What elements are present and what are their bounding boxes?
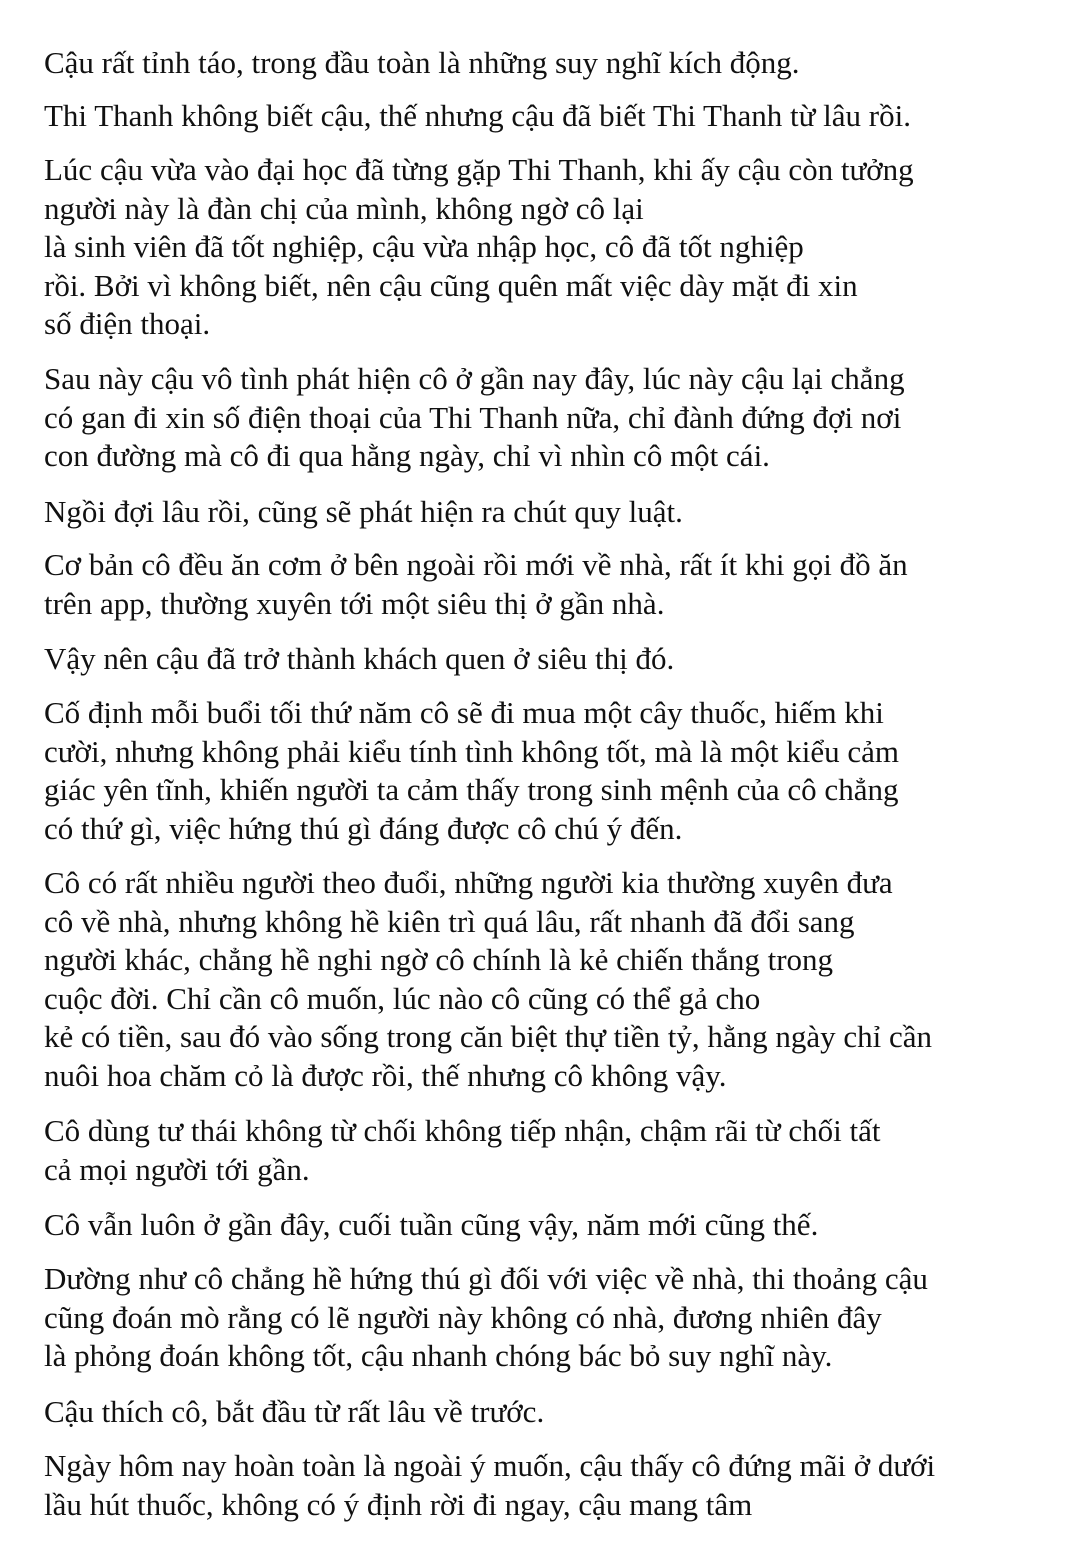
text-line: có thứ gì, việc hứng thú gì đáng được cô chú ý đến. — [44, 810, 683, 846]
text-line: Cậu thích cô, bắt đầu từ rất lâu về trước. — [44, 1394, 545, 1429]
paragraph-5 — [44, 493, 683, 532]
text-line: cô về nhà, nhưng không hề kiên trì quá lâu, rất nhanh đã đổi sang — [44, 903, 855, 939]
text-line: Cậu rất tỉnh táo, trong đầu toàn là những suy nghĩ kích động. — [44, 45, 800, 80]
paragraph-7 — [44, 640, 674, 679]
paragraph-13 — [44, 1393, 544, 1432]
text-line: trên app, thường xuyên tới một siêu thị ở gần nhà. — [44, 585, 665, 621]
text-line: Cơ bản cô đều ăn cơm ở bên ngoài rồi mới về nhà, rất ít khi gọi đồ ăn — [44, 547, 908, 582]
text-line: Lúc cậu vừa vào đại học đã từng gặp Thi Thanh, khi ấy cậu còn tưởng — [44, 152, 914, 187]
paragraph-11 — [44, 1206, 818, 1245]
text-line: là phỏng đoán không tốt, cậu nhanh chóng bác bỏ suy nghĩ này. — [44, 1338, 833, 1373]
text-line: cười, nhưng không phải kiểu tính tình không tốt, mà là một kiểu cảm — [44, 733, 900, 769]
text-line: cả mọi người tới gần. — [44, 1151, 310, 1187]
text-line: rồi. Bởi vì không biết, nên cậu cũng quên mất việc dày mặt đi xin — [44, 267, 858, 303]
text-line: Ngày hôm nay hoàn toàn là ngoài ý muốn, cậu thấy cô đứng mãi ở dưới — [44, 1448, 936, 1483]
text-line: Ngồi đợi lâu rồi, cũng sẽ phát hiện ra chút quy luật. — [44, 494, 683, 529]
text-line: giác yên tĩnh, khiến người ta cảm thấy trong sinh mệnh của cô chẳng — [44, 772, 899, 807]
text-line: cũng đoán mò rằng có lẽ người này không có nhà, đương nhiên đây — [44, 1299, 882, 1335]
paragraph-4 — [44, 360, 905, 476]
text-line: Cô dùng tư thái không từ chối không tiếp nhận, chậm rãi từ chối tất — [44, 1113, 881, 1148]
paragraph-8 — [44, 694, 899, 848]
text-line: là sinh viên đã tốt nghiệp, cậu vừa nhập học, cô đã tốt nghiệp — [44, 229, 804, 264]
text-line: kẻ có tiền, sau đó vào sống trong căn biệt thự tiền tỷ, hằng ngày chỉ cần — [44, 1019, 933, 1054]
paragraph-10 — [44, 1112, 880, 1189]
text-line: Dường như cô chẳng hề hứng thú gì đối với việc về nhà, thi thoảng cậu — [44, 1261, 928, 1296]
paragraph-3 — [44, 151, 914, 344]
text-line: có gan đi xin số điện thoại của Thi Thanh nữa, chỉ đành đứng đợi nơi — [44, 399, 902, 435]
text-line: người này là đàn chị của mình, không ngờ cô lại — [44, 190, 644, 226]
text-line: Cố định mỗi buổi tối thứ năm cô sẽ đi mua một cây thuốc, hiếm khi — [44, 695, 884, 730]
paragraph-2 — [44, 97, 911, 136]
text-line: số điện thoại. — [44, 306, 211, 341]
text-line: nuôi hoa chăm cỏ là được rồi, thế nhưng cô không vậy. — [44, 1057, 727, 1093]
paragraph-12 — [44, 1260, 928, 1376]
text-line: Cô có rất nhiều người theo đuổi, những người kia thường xuyên đưa — [44, 865, 893, 900]
paragraph-1 — [44, 44, 800, 83]
text-line: Cô vẫn luôn ở gần đây, cuối tuần cũng vậy, năm mới cũng thế. — [44, 1207, 819, 1242]
text-line: Vậy nên cậu đã trở thành khách quen ở siêu thị đó. — [44, 641, 675, 676]
text-line: người khác, chẳng hề nghi ngờ cô chính là kẻ chiến thắng trong — [44, 942, 834, 977]
text-line: con đường mà cô đi qua hằng ngày, chỉ vì nhìn cô một cái. — [44, 438, 770, 473]
paragraph-14 — [44, 1447, 935, 1524]
text-line: Thi Thanh không biết cậu, thế nhưng cậu đã biết Thi Thanh từ lâu rồi. — [44, 98, 911, 133]
text-line: lầu hút thuốc, không có ý định rời đi ngay, cậu mang tâm — [44, 1486, 753, 1522]
paragraph-9 — [44, 864, 932, 1095]
text-line: Sau này cậu vô tình phát hiện cô ở gần nay đây, lúc này cậu lại chẳng — [44, 361, 905, 396]
text-line: cuộc đời. Chỉ cần cô muốn, lúc nào cô cũng có thể gả cho — [44, 980, 761, 1016]
paragraph-6 — [44, 546, 908, 623]
